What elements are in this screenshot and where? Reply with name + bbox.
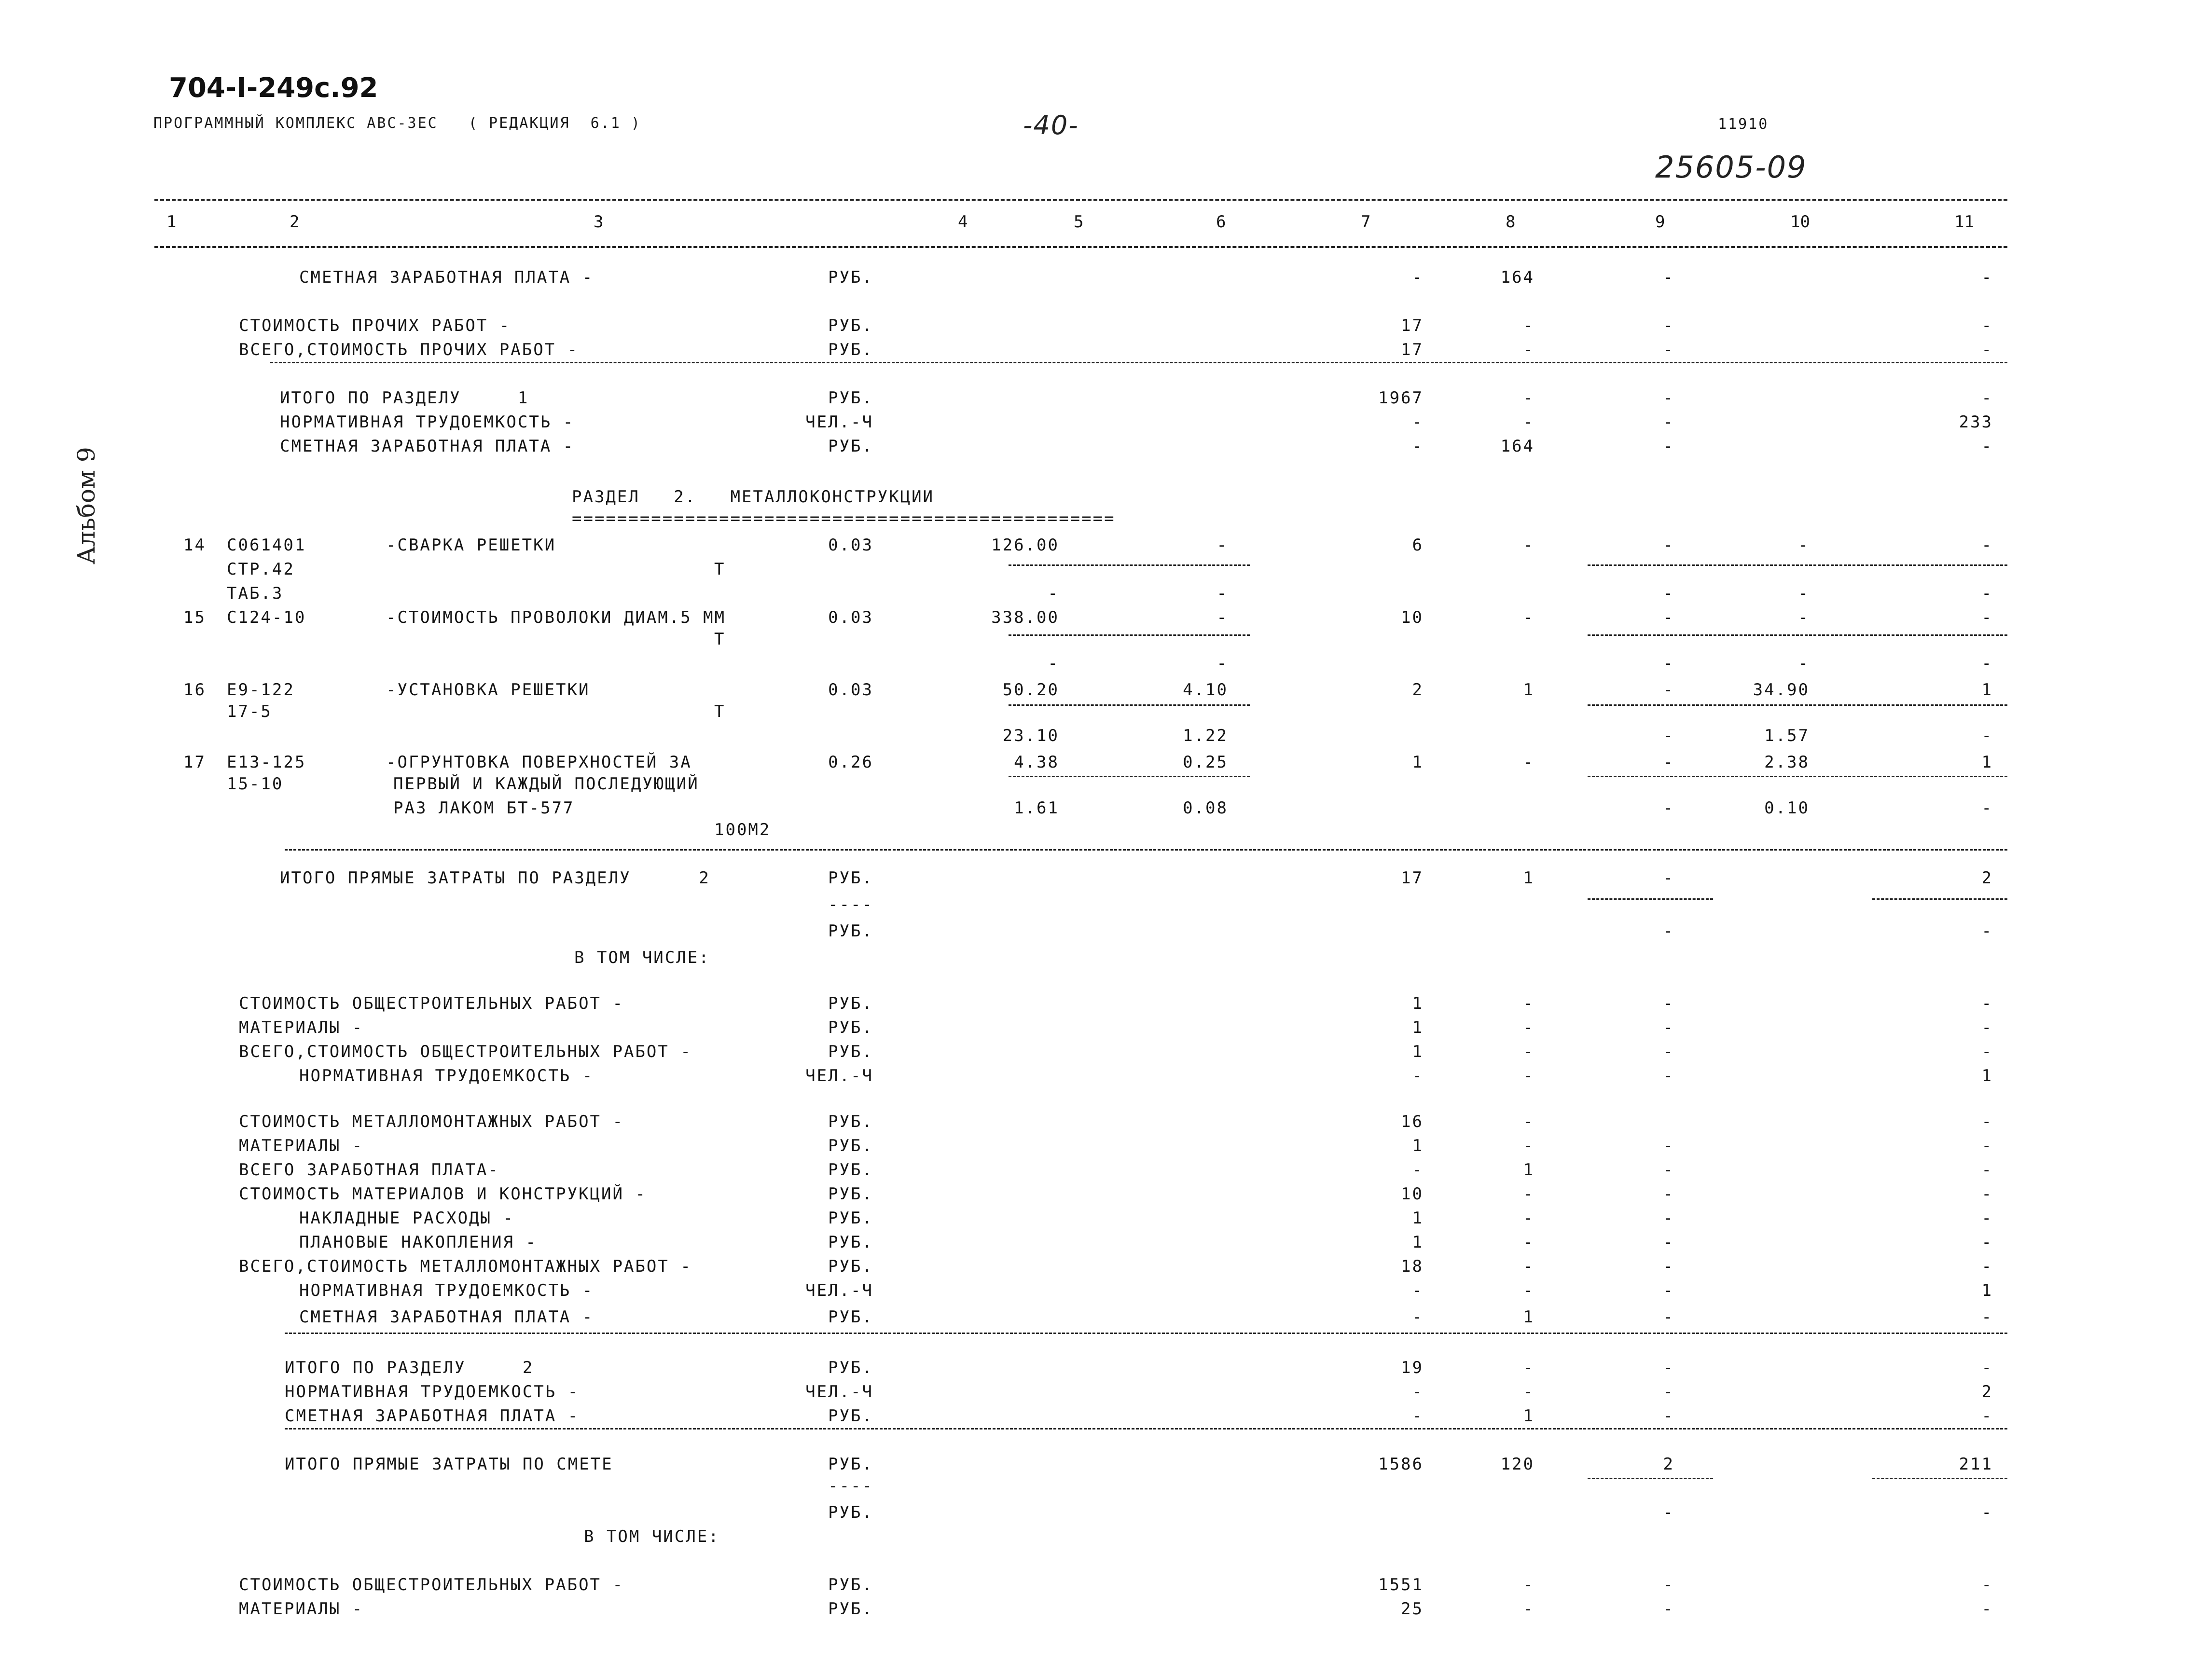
cell-c4: ----	[828, 895, 873, 914]
cell-c8: 164	[1500, 437, 1535, 456]
cell-c9: -	[1663, 608, 1674, 627]
cell-c9: -	[1663, 1233, 1674, 1252]
cell-c11: -	[1981, 1184, 1993, 1204]
cell-c6: -	[1217, 654, 1228, 673]
cell-c8: 1	[1523, 1160, 1535, 1180]
column-number: 6	[1216, 212, 1226, 232]
cell-c11: -	[1981, 340, 1993, 359]
cell-c3: В ТОМ ЧИСЛЕ:	[574, 948, 710, 967]
cell-c11: -	[1981, 1575, 1993, 1594]
cell-c5: 338.00	[991, 608, 1059, 627]
cell-c3: Т	[714, 560, 726, 579]
cell-c8: -	[1523, 608, 1535, 627]
cell-c9: -	[1663, 1209, 1674, 1228]
cell-c11: -	[1981, 1503, 1993, 1522]
cell-c8: 1	[1523, 868, 1535, 888]
cell-c3: ВСЕГО ЗАРАБОТНАЯ ПЛАТА-	[239, 1160, 499, 1180]
cell-c11: 1	[1981, 753, 1993, 772]
cell-c7: 17	[1401, 340, 1424, 359]
cell-c6: -	[1217, 536, 1228, 555]
cell-c3: -СТОИМОСТЬ ПРОВОЛОКИ ДИАМ.5 ММ	[386, 608, 726, 627]
cell-c4: ЧЕЛ.-Ч	[805, 1066, 873, 1086]
cell-c7: 2	[1412, 680, 1424, 700]
cell-c8: 164	[1500, 268, 1535, 287]
cell-c3: НОРМАТИВНАЯ ТРУДОЕМКОСТЬ -	[285, 1382, 580, 1402]
cell-c8: 1	[1523, 680, 1535, 700]
sheet-code: 11910	[1718, 116, 1769, 133]
cell-c3: РАЗ ЛАКОМ БТ-577	[393, 798, 575, 818]
cell-c8: -	[1523, 1257, 1535, 1276]
cell-c3: ВСЕГО,СТОИМОСТЬ ПРОЧИХ РАБОТ -	[239, 340, 579, 359]
cell-c7: 10	[1401, 608, 1424, 627]
cell-c10: -	[1798, 654, 1810, 673]
column-number: 11	[1954, 212, 1974, 232]
cell-c3: ИТОГО ПО РАЗДЕЛУ 1	[280, 388, 529, 408]
cell-c8: -	[1523, 316, 1535, 335]
cell-c10: -	[1798, 536, 1810, 555]
cell-c4: РУБ.	[828, 1503, 873, 1522]
cell-c11: -	[1981, 1209, 1993, 1228]
cell-c7: -	[1412, 412, 1424, 432]
cell-c8: -	[1523, 1209, 1535, 1228]
cell-c4: РУБ.	[828, 1018, 873, 1037]
cell-c3: -СВАРКА РЕШЕТКИ	[386, 536, 556, 555]
cell-c7: 10	[1401, 1184, 1424, 1204]
separator	[1009, 634, 1250, 636]
cell-c3: МАТЕРИАЛЫ -	[239, 1599, 364, 1619]
column-number: 1	[166, 212, 177, 232]
cell-c10: 2.38	[1764, 753, 1810, 772]
cell-c9: 2	[1663, 1455, 1674, 1474]
cell-c11: -	[1981, 1257, 1993, 1276]
separator	[1872, 1478, 2007, 1479]
cell-c5: 23.10	[1002, 726, 1059, 745]
cell-c9: -	[1663, 1257, 1674, 1276]
cell-c4: РУБ.	[828, 1455, 873, 1474]
separator	[270, 362, 2007, 363]
column-number: 2	[290, 212, 300, 232]
cell-c11: -	[1981, 1358, 1993, 1377]
cell-c4: РУБ.	[828, 1184, 873, 1204]
cell-c11: -	[1981, 1160, 1993, 1180]
cell-c11: -	[1981, 1599, 1993, 1619]
separator	[1009, 564, 1250, 566]
cell-c3: ИТОГО ПРЯМЫЕ ЗАТРАТЫ ПО СМЕТЕ	[285, 1455, 613, 1474]
cell-c8: -	[1523, 1575, 1535, 1594]
cell-c4: РУБ.	[828, 1160, 873, 1180]
cell-c1: 16	[183, 680, 206, 700]
cell-c9: -	[1663, 1184, 1674, 1204]
cell-c4: РУБ.	[828, 1406, 873, 1426]
cell-c5: 4.38	[1014, 753, 1059, 772]
cell-c5: 1.61	[1014, 798, 1059, 818]
cell-c9: -	[1663, 1042, 1674, 1061]
cell-c3: НОРМАТИВНАЯ ТРУДОЕМКОСТЬ -	[299, 1066, 594, 1086]
separator	[1009, 704, 1250, 706]
cell-c4: 0.03	[828, 536, 873, 555]
cell-c8: -	[1523, 1358, 1535, 1377]
cell-c11: -	[1981, 437, 1993, 456]
cell-c9: -	[1663, 1136, 1674, 1155]
cell-c8: -	[1523, 1184, 1535, 1204]
separator	[285, 1333, 2007, 1334]
cell-c8: -	[1523, 1042, 1535, 1061]
column-number: 4	[958, 212, 968, 232]
cell-c9: -	[1663, 798, 1674, 818]
cell-c6: -	[1217, 584, 1228, 603]
cell-c5: 126.00	[991, 536, 1059, 555]
cell-c8: -	[1523, 994, 1535, 1013]
column-number: 3	[594, 212, 604, 232]
cell-c4: РУБ.	[828, 1257, 873, 1276]
cell-c9: -	[1663, 868, 1674, 888]
cell-c11: 1	[1981, 1066, 1993, 1086]
cell-c8: -	[1523, 1066, 1535, 1086]
separator	[1588, 564, 2007, 566]
cell-c8: -	[1523, 1281, 1535, 1300]
cell-c3: -УСТАНОВКА РЕШЕТКИ	[386, 680, 590, 700]
cell-c3: МАТЕРИАЛЫ -	[239, 1136, 364, 1155]
cell-c5: 50.20	[1002, 680, 1059, 700]
cell-c3: Т	[714, 702, 726, 721]
cell-c10: 1.57	[1764, 726, 1810, 745]
cell-c11: -	[1981, 316, 1993, 335]
cell-c5: -	[1048, 584, 1059, 603]
separator	[1588, 634, 2007, 636]
cell-c9: -	[1663, 1575, 1674, 1594]
cell-c11: -	[1981, 1018, 1993, 1037]
cell-c9: -	[1663, 1599, 1674, 1619]
cell-c9: -	[1663, 1382, 1674, 1402]
cell-c9: -	[1663, 316, 1674, 335]
cell-c7: 1967	[1378, 388, 1424, 408]
cell-c6: 1.22	[1183, 726, 1228, 745]
cell-c3: МАТЕРИАЛЫ -	[239, 1018, 364, 1037]
separator	[285, 849, 2007, 851]
cell-c3: ВСЕГО,СТОИМОСТЬ ОБЩЕСТРОИТЕЛЬНЫХ РАБОТ -	[239, 1042, 692, 1061]
column-number: 9	[1655, 212, 1665, 232]
cell-c11: 2	[1981, 868, 1993, 888]
cell-c3: Т	[714, 630, 726, 649]
cell-c9: -	[1663, 1160, 1674, 1180]
cell-c3: СМЕТНАЯ ЗАРАБОТНАЯ ПЛАТА -	[280, 437, 575, 456]
cell-c9: -	[1663, 654, 1674, 673]
cell-c9: -	[1663, 921, 1674, 941]
cell-c11: -	[1981, 798, 1993, 818]
cell-c7: 18	[1401, 1257, 1424, 1276]
cell-c9: -	[1663, 536, 1674, 555]
cell-c6: 0.25	[1183, 753, 1228, 772]
cell-c9: -	[1663, 268, 1674, 287]
cell-c7: 16	[1401, 1112, 1424, 1131]
cell-c4: РУБ.	[828, 1575, 873, 1594]
cell-c9: -	[1663, 1358, 1674, 1377]
cell-c3: СТОИМОСТЬ МЕТАЛЛОМОНТАЖНЫХ РАБОТ -	[239, 1112, 624, 1131]
cell-c2: 15-10	[227, 774, 284, 794]
separator	[285, 1428, 2007, 1429]
cell-c4: РУБ.	[828, 1358, 873, 1377]
cell-c7: 25	[1401, 1599, 1424, 1619]
cell-c4: РУБ.	[828, 316, 873, 335]
cell-c7: 1551	[1378, 1575, 1424, 1594]
cell-c2: СТР.42	[227, 560, 295, 579]
cell-c3: 100М2	[714, 820, 771, 839]
cell-c4: РУБ.	[828, 1599, 873, 1619]
cell-c11: -	[1981, 388, 1993, 408]
cell-c11: -	[1981, 268, 1993, 287]
cell-c4: РУБ.	[828, 921, 873, 941]
cell-c9: -	[1663, 388, 1674, 408]
column-number: 8	[1506, 212, 1516, 232]
cell-c4: РУБ.	[828, 437, 873, 456]
cell-c11: -	[1981, 536, 1993, 555]
separator	[1588, 1478, 1713, 1479]
cell-c3: СТОИМОСТЬ ОБЩЕСТРОИТЕЛЬНЫХ РАБОТ -	[239, 1575, 624, 1594]
cell-c11: -	[1981, 994, 1993, 1013]
cell-c3: ПЛАНОВЫЕ НАКОПЛЕНИЯ -	[299, 1233, 537, 1252]
cell-c9: -	[1663, 1307, 1674, 1327]
cell-c4: РУБ.	[828, 1307, 873, 1327]
separator	[1009, 776, 1250, 777]
cell-c2: ТАБ.3	[227, 584, 284, 603]
cell-c3: ================================================	[572, 509, 1116, 528]
cell-c8: 1	[1523, 1406, 1535, 1426]
cell-c7: 19	[1401, 1358, 1424, 1377]
cell-c8: 120	[1500, 1455, 1535, 1474]
cell-c4: РУБ.	[828, 868, 873, 888]
cell-c7: 1	[1412, 1136, 1424, 1155]
cell-c11: -	[1981, 1233, 1993, 1252]
cell-c11: -	[1981, 608, 1993, 627]
cell-c8: -	[1523, 1112, 1535, 1131]
separator	[1588, 704, 2007, 706]
cell-c11: -	[1981, 1307, 1993, 1327]
cell-c9: -	[1663, 340, 1674, 359]
cell-c7: 1586	[1378, 1455, 1424, 1474]
cell-c2: С124-10	[227, 608, 306, 627]
cell-c9: -	[1663, 1406, 1674, 1426]
cell-c11: 233	[1959, 412, 1993, 432]
cell-c8: -	[1523, 388, 1535, 408]
cell-c7: 17	[1401, 868, 1424, 888]
cell-c7: 1	[1412, 1042, 1424, 1061]
cell-c9: -	[1663, 412, 1674, 432]
cell-c8: -	[1523, 753, 1535, 772]
cell-c11: -	[1981, 1406, 1993, 1426]
cell-c4: РУБ.	[828, 268, 873, 287]
cell-c5: -	[1048, 654, 1059, 673]
cell-c3: ВСЕГО,СТОИМОСТЬ МЕТАЛЛОМОНТАЖНЫХ РАБОТ -	[239, 1257, 692, 1276]
cell-c3: СТОИМОСТЬ МАТЕРИАЛОВ И КОНСТРУКЦИЙ -	[239, 1184, 647, 1204]
cell-c3: СМЕТНАЯ ЗАРАБОТНАЯ ПЛАТА -	[299, 268, 594, 287]
cell-c7: -	[1412, 1406, 1424, 1426]
cell-c9: -	[1663, 994, 1674, 1013]
cell-c4: ЧЕЛ.-Ч	[805, 412, 873, 432]
cell-c9: -	[1663, 1066, 1674, 1086]
cell-c3: ПЕРВЫЙ И КАЖДЫЙ ПОСЛЕДУЮЩИЙ	[393, 774, 699, 794]
cell-c11: -	[1981, 921, 1993, 941]
cell-c4: ЧЕЛ.-Ч	[805, 1382, 873, 1402]
cell-c7: -	[1412, 1307, 1424, 1327]
header-bottom-rule	[154, 246, 2007, 248]
album-label: Альбом 9	[72, 447, 100, 564]
separator	[1872, 898, 2007, 900]
cell-c1: 17	[183, 753, 206, 772]
cell-c3: СМЕТНАЯ ЗАРАБОТНАЯ ПЛАТА -	[299, 1307, 594, 1327]
program-line: ПРОГРАММНЫЙ КОМПЛЕКС АВС-ЗЕС ( РЕДАКЦИЯ 6.1 )	[153, 115, 641, 132]
cell-c9: -	[1663, 437, 1674, 456]
cell-c6: 4.10	[1183, 680, 1228, 700]
cell-c9: -	[1663, 726, 1674, 745]
cell-c3: ИТОГО ПРЯМЫЕ ЗАТРАТЫ ПО РАЗДЕЛУ 2	[280, 868, 710, 888]
cell-c10: -	[1798, 584, 1810, 603]
cell-c7: 1	[1412, 753, 1424, 772]
cell-c7: -	[1412, 437, 1424, 456]
cell-c7: 17	[1401, 316, 1424, 335]
cell-c8: -	[1523, 1018, 1535, 1037]
cell-c7: -	[1412, 1382, 1424, 1402]
cell-c2: Е13-125	[227, 753, 306, 772]
cell-c11: -	[1981, 654, 1993, 673]
cell-c2: Е9-122	[227, 680, 295, 700]
cell-c4: РУБ.	[828, 1136, 873, 1155]
separator	[1588, 776, 2007, 777]
cell-c1: 14	[183, 536, 206, 555]
cell-c9: -	[1663, 753, 1674, 772]
cell-c11: 1	[1981, 680, 1993, 700]
cell-c7: -	[1412, 1066, 1424, 1086]
cell-c10: 0.10	[1764, 798, 1810, 818]
cell-c3: СТОИМОСТЬ ОБЩЕСТРОИТЕЛЬНЫХ РАБОТ -	[239, 994, 624, 1013]
cell-c7: -	[1412, 1281, 1424, 1300]
cell-c8: 1	[1523, 1307, 1535, 1327]
cell-c2: С061401	[227, 536, 306, 555]
cell-c4: РУБ.	[828, 388, 873, 408]
cell-c7: 6	[1412, 536, 1424, 555]
cell-c8: -	[1523, 340, 1535, 359]
cell-c4: РУБ.	[828, 340, 873, 359]
cell-c4: РУБ.	[828, 1042, 873, 1061]
cell-c4: 0.03	[828, 680, 873, 700]
cell-c9: -	[1663, 1018, 1674, 1037]
cell-c8: -	[1523, 1599, 1535, 1619]
cell-c11: -	[1981, 1042, 1993, 1061]
cell-c11: -	[1981, 1136, 1993, 1155]
cell-c11: 2	[1981, 1382, 1993, 1402]
cell-c7: 1	[1412, 1018, 1424, 1037]
separator	[1588, 898, 1713, 900]
cell-c3: В ТОМ ЧИСЛЕ:	[584, 1527, 720, 1546]
cell-c9: -	[1663, 1503, 1674, 1522]
cell-c4: 0.03	[828, 608, 873, 627]
cell-c8: -	[1523, 412, 1535, 432]
cell-c3: ИТОГО ПО РАЗДЕЛУ 2	[285, 1358, 534, 1377]
cell-c1: 15	[183, 608, 206, 627]
cell-c3: НОРМАТИВНАЯ ТРУДОЕМКОСТЬ -	[280, 412, 575, 432]
cell-c4: ЧЕЛ.-Ч	[805, 1281, 873, 1300]
handwritten-code: 25605-09	[1655, 150, 1807, 185]
cell-c8: -	[1523, 1233, 1535, 1252]
column-number: 5	[1074, 212, 1084, 232]
cell-c4: РУБ.	[828, 1112, 873, 1131]
cell-c8: -	[1523, 1136, 1535, 1155]
cell-c10: 34.90	[1753, 680, 1810, 700]
cell-c7: 1	[1412, 1233, 1424, 1252]
cell-c8: -	[1523, 1382, 1535, 1402]
cell-c9: -	[1663, 584, 1674, 603]
cell-c4: РУБ.	[828, 1233, 873, 1252]
cell-c11: 211	[1959, 1455, 1993, 1474]
cell-c11: 1	[1981, 1281, 1993, 1300]
cell-c4: 0.26	[828, 753, 873, 772]
document-code: 704-I-249с.92	[169, 72, 378, 104]
cell-c11: -	[1981, 1112, 1993, 1131]
cell-c11: -	[1981, 584, 1993, 603]
cell-c3: -ОГРУНТОВКА ПОВЕРХНОСТЕЙ ЗА	[386, 753, 692, 772]
cell-c8: -	[1523, 536, 1535, 555]
cell-c7: 1	[1412, 994, 1424, 1013]
cell-c6: -	[1217, 608, 1228, 627]
cell-c9: -	[1663, 680, 1674, 700]
cell-c7: -	[1412, 1160, 1424, 1180]
cell-c4: ----	[828, 1476, 873, 1496]
cell-c3: СТОИМОСТЬ ПРОЧИХ РАБОТ -	[239, 316, 511, 335]
cell-c4: РУБ.	[828, 1209, 873, 1228]
cell-c3: СМЕТНАЯ ЗАРАБОТНАЯ ПЛАТА -	[285, 1406, 580, 1426]
cell-c6: 0.08	[1183, 798, 1228, 818]
column-number: 7	[1361, 212, 1371, 232]
cell-c7: -	[1412, 268, 1424, 287]
cell-c2: 17-5	[227, 702, 272, 721]
cell-c3: НОРМАТИВНАЯ ТРУДОЕМКОСТЬ -	[299, 1281, 594, 1300]
cell-c3: НАКЛАДНЫЕ РАСХОДЫ -	[299, 1209, 514, 1228]
column-number: 10	[1790, 212, 1810, 232]
cell-c7: 1	[1412, 1209, 1424, 1228]
cell-c4: РУБ.	[828, 994, 873, 1013]
page-number: -40-	[1023, 110, 1079, 140]
cell-c10: -	[1798, 608, 1810, 627]
cell-c11: -	[1981, 726, 1993, 745]
cell-c9: -	[1663, 1281, 1674, 1300]
header-top-rule	[154, 199, 2007, 201]
cell-c3: РАЗДЕЛ 2. МЕТАЛЛОКОНСТРУКЦИИ	[572, 487, 935, 507]
